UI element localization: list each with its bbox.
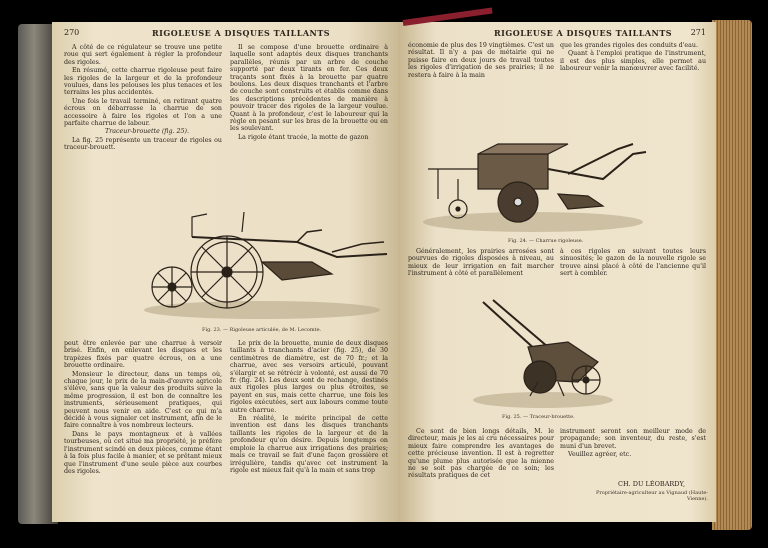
paragraph: La rigole étant tracée, la motte de gazon (238, 133, 369, 141)
left-col2-top (230, 44, 388, 142)
paragraph: Généralement, les prairies arrosées sont pourvues de rigoles disposées à niveau, au mieux de leur irrigation en fait marcher l'instrument à côté et parallèlement (408, 248, 554, 278)
paragraph: A côté de ce régulateur se trouve une petite roue qui sert également à régler la profondeur des rigoles. (64, 44, 222, 66)
page-number: 270 (64, 28, 80, 37)
right-page (398, 22, 716, 522)
paragraph: La fig. 25 représente un traceur de rigoles ou traceur-brouett. (64, 136, 222, 152)
left-page (52, 22, 400, 522)
figure-24-illustration (418, 124, 648, 234)
page-number: 271 (690, 28, 706, 37)
right-col1-mid (408, 248, 554, 279)
page-edges-right (712, 20, 752, 530)
paragraph: Veuillez agréer, etc. (568, 451, 632, 459)
right-col1-bottom (408, 428, 554, 481)
signature-subtitle: Propriétaire-agriculteur au Vignaud (Haute-Vienne). (596, 490, 708, 502)
section-heading: Traceur-brouette (fig. 25). (105, 128, 189, 136)
right-col2-bottom (560, 428, 706, 460)
figure-caption: Fig. 25. — Traceur-brouette. (502, 414, 575, 420)
paragraph: Quant à l'emploi pratique de l'instrument, il est des plus simples, elle permet au laboureur venir la manœuvrer avec facilité. (560, 50, 706, 73)
right-col1-top (408, 42, 554, 80)
right-col2-top (560, 42, 706, 74)
signature: CH. DU LÉOBARDY, (618, 480, 686, 488)
right-col2-mid (560, 248, 706, 279)
paragraph: Une fois le travail terminé, en retirant quatre écrous on débarrasse la charrue de son accessoire à faire les rigoles et l'on a une parfaite charrue de labour. (64, 97, 222, 128)
left-col1-top (64, 44, 222, 153)
paragraph: En résumé, cette charrue rigoleuse peut faire les rigoles de la largeur et de la profondeur voulues, dans les pelouses les plus tenaces et les terrains les plus accidentés. (64, 67, 222, 97)
paragraph: peut être enlevée par une charrue à versoir brisé. Enfin, en enlevant les disques et les trapèzes fixés par quatre écrous, on a une brouette ordinaire. (64, 340, 222, 370)
paragraph: Monsieur le directeur, dans un temps où, chaque jour, le prix de la main-d'œuvre agricole s'élève, sans que la valeur des produits suive la même progression, il est bon de connaître les instruments, sérieusement pratiques, qui peuvent nous venir en aide. C'est ce qui m'a décidé à vous signaler cet instrument, afin de le faire connaître à vos nombreux lecteurs. (64, 370, 222, 430)
left-col2-bottom (230, 340, 388, 475)
figure-caption: Fig. 24. — Charrue rigoleuse. (508, 238, 584, 244)
figure-23-illustration (132, 202, 392, 322)
paragraph: Ce sont de bien longs détails, M. le directeur, mais je les ai cru nécessaires pour mieux faire comprendre les avantages de cette précieuse invention. Il est à regretter qu'une plume plus autorisée que la mienne ne se soit pas chargée de ce soin; les résultats pratiques de cet (408, 428, 554, 480)
figure-caption: Fig. 23. — Rigoleuse articulée, de M. Lecomte. (202, 327, 322, 333)
running-header: RIGOLEUSE A DISQUES TAILLANTS (152, 28, 331, 38)
open-book (18, 14, 752, 534)
paragraph: économie de plus des 19 vingtièmes. C'est un résultat. Il n'y a pas de métairie qui ne puisse faire en deux jours de travail toutes les rigoles d'irrigation de ses prairies; il ne restera à faire à la main (408, 42, 554, 79)
paragraph: Dans le pays montagneux et à vallées tourbeuses, où cet situé ma propriété, je préfère l'instrument scindé en deux pièces, comme étant à la fois plus facile à manier, et se prêtant mieux que l'instrument d'une seule pièce aux courbes des rigoles. (64, 430, 222, 475)
paragraph: que les grandes rigoles des conduits d'eau. (560, 42, 698, 49)
paragraph: instrument seront son meilleur mode de propagande; son inventeur, du reste, s'est muni d'un brevet. (560, 428, 706, 450)
paragraph: à ces rigoles en suivant toutes leurs sinuosités; le gazon de la nouvelle rigole se trouve ainsi placé à côté de l'ancienne qu'il sert à combler. (560, 248, 706, 278)
figure-25-illustration (468, 292, 618, 412)
paragraph: Le prix de la brouette, munie de deux disques taillants à tranchants d'acier (fig. 25), de 30 centimètres de diamètre, est de 70 fr.; et la charrue, avec ses versoirs articulé, pouvant s'élargir et se rétrécir à volonté, est aussi de 70 fr. (fig. 24). Les deux sont de rechange, destinés aux rigoles plus larges ou plus étroites, se payent en sus, mais cette charrue, une fois les rigoles exécutées, sert aux labours comme toute autre charrue. (230, 340, 388, 414)
paragraph: Il se compose d'une brouette ordinaire à laquelle sont adaptés deux disques tranchants parallèles, réunis par un arbre de couche supporté par deux tirants en fer. Ces deux traçants sont fixés à la brouette par quatre boulons. Les deux disques tranchants et l'arbre de couche sont construits et établis comme dans les descriptions précédentes de manière à pouvoir tracer des rigoles de la largeur voulue. Quant à la profondeur, c'est le laboureur qui la règle en pesant sur les bras de la brouette ou en les soulevant. (230, 44, 388, 133)
paragraph: En réalité, le mérite principal de cette invention est dans les disques tranchants taillants les rigoles de la largeur et de la profondeur qu'on désire. Depuis longtemps on emploie la charrue aux irrigations des prairies; mais ce travail se fait d'une façon grossière et irrégulière, tandis qu'avec cet instrument la rigole est mieux fait qu'à la main et sans trop (230, 415, 388, 474)
left-col1-bottom (64, 340, 222, 476)
running-header: RIGOLEUSE A DISQUES TAILLANTS (494, 28, 673, 38)
